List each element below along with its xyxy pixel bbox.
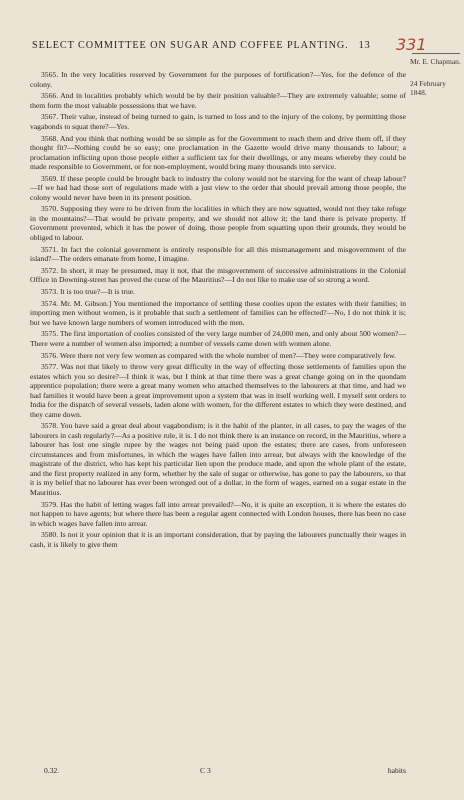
testimony-body — [30, 70, 406, 552]
paragraph: 3571. In fact the colonial government is entirely responsible for all this mismanagement and misgovernment of the island?—The orders emanate from home, I imagine. — [30, 244, 406, 264]
header-title: SELECT COMMITTEE ON SUGAR AND COFFEE PLANTING. — [32, 40, 349, 51]
paragraph: 3572. In short, it may be presumed, may it not, that the misgovernment of successive administrations in the Colonial Office in Downing-street has proved the curse of the Mauritius?—I do not like to make use of so strong a word. — [30, 265, 406, 285]
paragraph: 3573. It is too true?—It is true. — [41, 287, 136, 296]
page-number: 13 — [358, 40, 371, 51]
paragraph: 3578. You have said a great deal about vagabondism; is it the habit of the planter, in all cases, to pay the wages of the labourers in cash regularly?—As a positive rule, it is. I do not think there is an instance on record, in the Mauritius, where a labourer has lost one single rupee by the wages not being paid upon the estates; there are cases, from unforeseen circumstances and from misfortunes, in which the wages have fallen into arrear, but always with the knowledge of the magistrate of the district, who has kept his particular lien upon the produce made, and upon the whole plant of the estate, and the first property realized in any form, whether by the sale of sugar or otherwise, has gone to pay the labourers, so that it is my belief that no labourer has ever been wronged out of a dollar, in the form of wages, earned on a sugar estate in the Mauritius. — [30, 421, 406, 497]
paragraph: 3566. And in localities probably which would be by their position valuable?—They are extremely valuable; some of them form the most valuable possessions that we have. — [30, 91, 406, 110]
paragraph: 3570. Supposing they were to be driven from the localities in which they are now squatted, would not they take refuge in the mountains?—That would be private property, and we should not allow it; the land there is private property. If Government prevented, which it has the power of doing, those people from squatting upon their grounds, they would be obliged to labour. — [30, 204, 406, 242]
paragraph: 3576. Were there not very few women as compared with the whole number of men?—They were comparatively few. — [41, 350, 396, 360]
margin-rule — [412, 53, 460, 54]
footer-reference: 0.32. — [44, 766, 60, 775]
footer-catchword: habits — [387, 766, 406, 775]
margin-witness-name: Mr. E. Chapman. — [410, 57, 461, 66]
paragraph: 3579. Has the habit of letting wages fall into arrear prevailed?—No, it is quite an exception, it is where the estates do not happen to have agents; but where there has been a regular agent connected with London houses, there has been no case in which wages have fallen into arrear. — [30, 499, 406, 528]
paragraph: 3575. The first importation of coolies consisted of the very large number of 24,000 men, and only about 500 women?—There were a number of women also imported; a number of vessels came down with women alone. — [30, 329, 406, 348]
margin-date: 24 February 1848. — [410, 79, 446, 97]
paragraph: 3580. Is not it your opinion that it is an important consideration, that by paying the labourers punctually their wages in cash, it is likely to give them — [30, 530, 406, 549]
paragraph: 3568. And you think that nothing would be so simple as for the Government to reach them and drive them off, if they thought fit?—Nothing could be so easy; one proclamation in the Gazette would drive many thousands to labour; a proclamation inflicting upon those people either a sufficient tax for their dwellings, or any means whereby they could be made responsible to Government, or for non-employment, would bring many thousands into service. — [30, 133, 406, 172]
running-header — [32, 40, 400, 51]
footer-signature: C 3 — [200, 766, 211, 775]
paragraph: 3574. Mr. M. Gibson.] You mentioned the importance of settling these coolies upon the estates with their families; in importing men without women, is it probable that such a settlement of families can be effected?—No, I do not think it is; but we have known large numbers of women introduced with the men. — [30, 298, 406, 327]
paragraph: 3567. Their value, instead of being turned to gain, is turned to loss and to the injury of the colony, by permitting those vagabonds to squat there?—Yes. — [30, 112, 406, 131]
paragraph: 3577. Was not that likely to throw very great difficulty in the way of effecting those settlements of families upon the estates which you so desire?—I think it was, but I think at that time there was a great change going on in the quondam apprentice population; there were a great many women who attached themselves to the labourers at that time, and had we had families it would have been a great improvement upon a system that was in itself working well. I myself sent orders to India for the dispatch of several vessels, laden alone with women, for the different estates to which they were destined, and they came down. — [30, 362, 406, 419]
paragraph: 3565. In the very localities reserved by Government for the purposes of fortification?—Yes, for the defence of the colony. — [30, 70, 406, 89]
paragraph: 3569. If these people could be brought back to industry the colony would not be starving for the want of cheap labour?—If we had had those sort of regulations made with a just view to the order that should prevail among those people, the colony would never have been in its present position. — [30, 173, 406, 202]
handwritten-folio-number: 331 — [396, 35, 427, 54]
